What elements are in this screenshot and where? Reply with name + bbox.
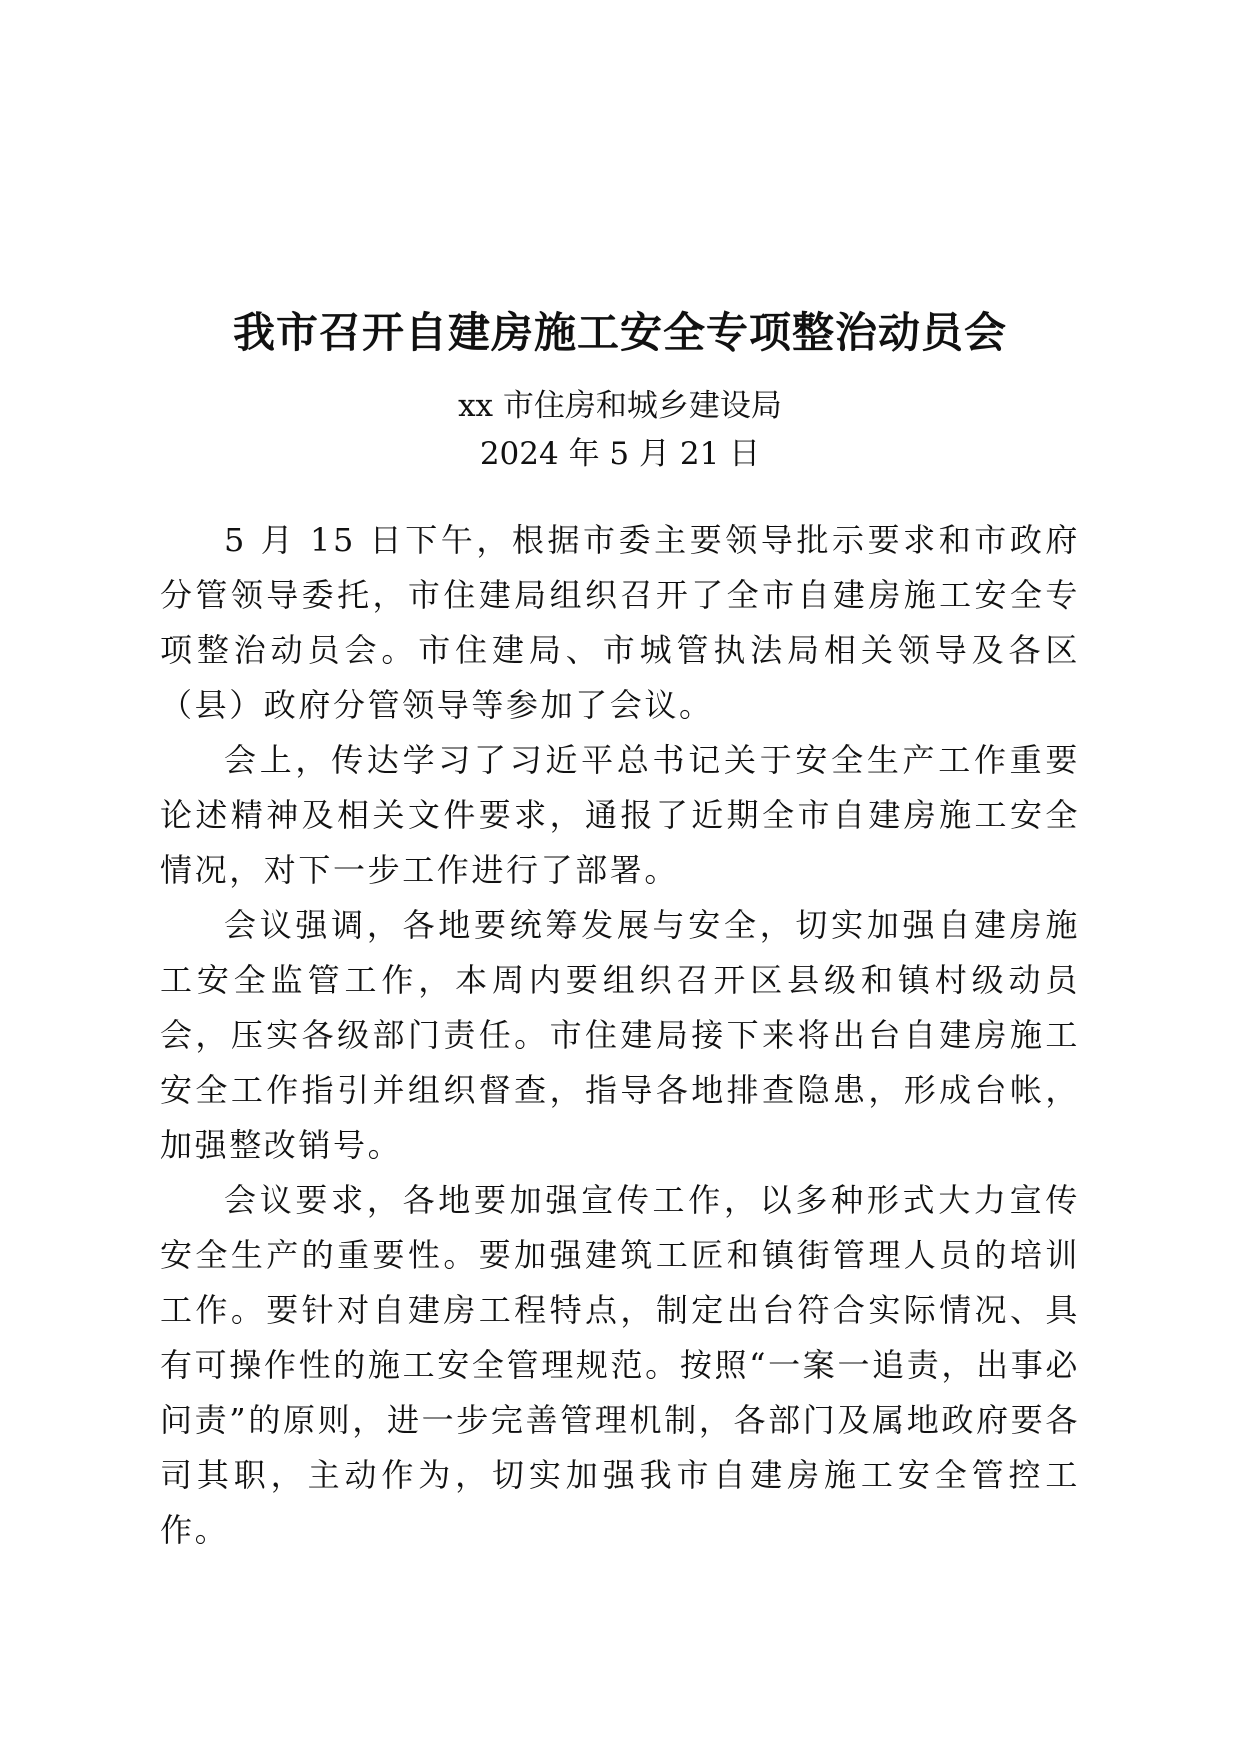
body-paragraph: 会上，传达学习了习近平总书记关于安全生产工作重要论述精神及相关文件要求，通报了近期全市自建房施工安全情况，对下一步工作进行了部署。 [160, 741, 1080, 889]
body-paragraph: 会议要求，各地要加强宣传工作，以多种形式大力宣传安全生产的重要性。要加强建筑工匠和镇街管理人员的培训工作。要针对自建房工程特点，制定出台符合实际情况、具有可操作性的施工安全管理规范。按照“一案一追责，出事必问责”的原则，进一步完善管理机制，各部门及属地政府要各司其职，主动作为，切实加强我市自建房施工安全管控工作。 [160, 1181, 1080, 1549]
date-line: 2024 年 5 月 21 日 [479, 436, 761, 472]
body-paragraph: 会议强调，各地要统筹发展与安全，切实加强自建房施工安全监管工作，本周内要组织召开区县级和镇村级动员会，压实各级部门责任。市住建局接下来将出台自建房施工安全工作指引并组织督查，指导各地排查隐患，形成台帐，加强整改销号。 [160, 906, 1080, 1164]
document-body [160, 513, 1080, 1558]
issuer-line: xx 市住房和城乡建设局 [458, 388, 782, 424]
body-paragraph: 5 月 15 日下午，根据市委主要领导批示要求和市政府分管领导委托，市住建局组织召开了全市自建房施工安全专项整治动员会。市住建局、市城管执法局相关领导及各区（县）政府分管领导等参加了会议。 [160, 521, 1080, 724]
document-title: 我市召开自建房施工安全专项整治动员会 [232, 308, 1007, 357]
